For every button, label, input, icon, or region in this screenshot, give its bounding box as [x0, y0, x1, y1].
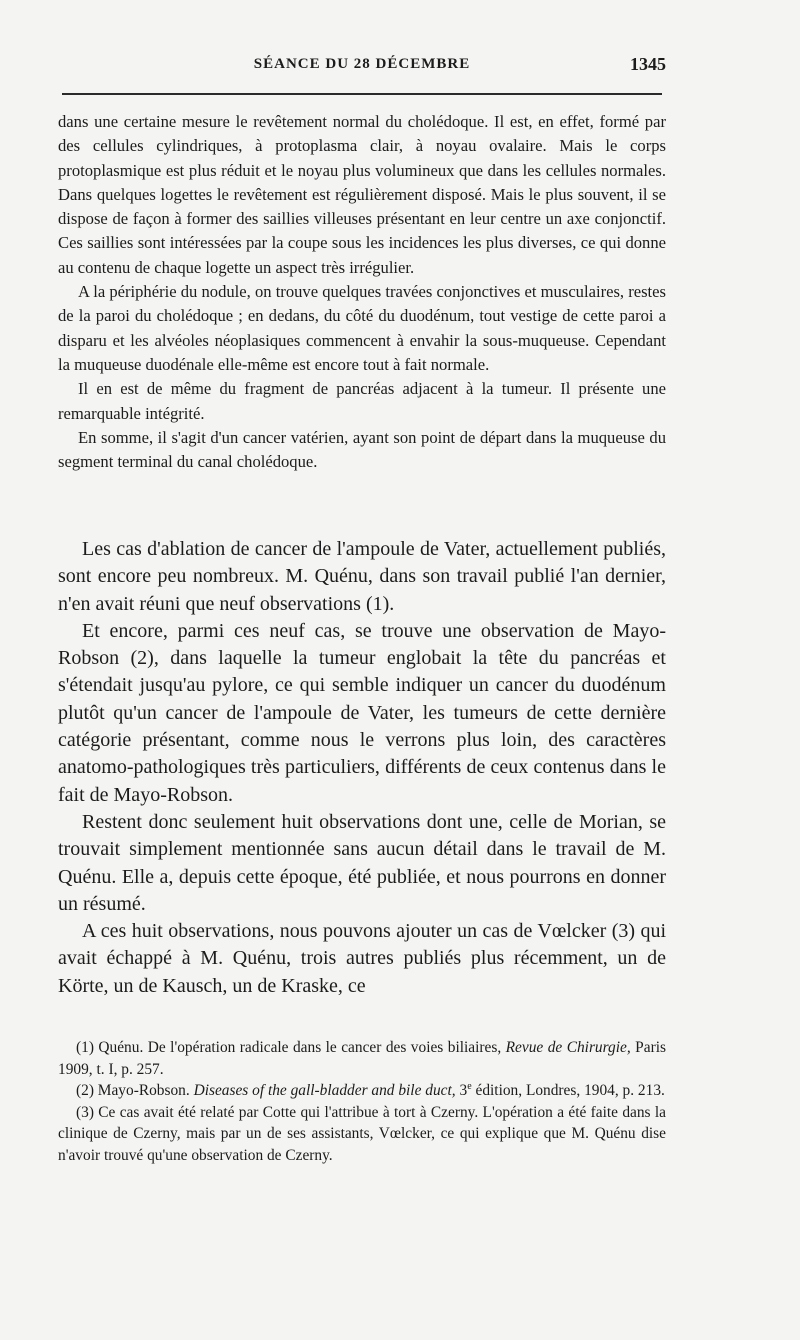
footnote-3: (3) Ce cas avait été relaté par Cotte qui l'attribue à tort à Czerny. L'opération a été faite dans la clinique de Czerny, mais par un de ses assistants, Vœlcker, ce qui explique que M. Quénu dise n'avoir trouvé qu'une observation de Czerny.: [58, 1103, 666, 1164]
footnote-2: (2) Mayo-Robson. Diseases of the gall-bladder and bile duct, 3e édition, Londres, 1904, p. 213.: [76, 1081, 665, 1100]
header-rule: [62, 93, 662, 95]
paragraph: dans une certaine mesure le revêtement normal du cholédoque. Il est, en effet, formé par des cellules cylindriques, à protoplasma clair, à noyau ovalaire. Mais le corps protoplasmique est plus réduit et le noyau plus volumineux que dans les cellules normales. Dans quelques logettes le revêtement est régulièrement disposé. Mais le plus souvent, il se dispose de façon à former des saillies villeuses présentant en leur centre un axe conjonctif. Ces saillies sont intéressées par la coupe sous les incidences les plus diverses, ce qui donne au contenu de chaque logette un aspect très irrégulier.: [58, 112, 666, 277]
paragraph: Restent donc seulement huit observations dont une, celle de Morian, se trouvait simplement mentionnée sans aucun détail dans le travail de M. Quénu. Elle a, depuis cette époque, été publiée, et nous pourrons en donner un résumé.: [58, 810, 666, 915]
paragraph: A la périphérie du nodule, on trouve quelques travées conjonctives et musculaires, restes de la paroi du cholédoque ; en dedans, du côté du duodénum, tout vestige de cette paroi a disparu et les alvéoles néoplasiques commencent à envahir la sous-muqueuse. Cependant la muqueuse duodénale elle-même est encore tout à fait normale.: [58, 282, 666, 374]
case-description-block: [58, 110, 666, 474]
footnotes: [58, 1037, 666, 1167]
paragraph: Il en est de même du fragment de pancréas adjacent à la tumeur. Il présente une remarquable intégrité.: [58, 379, 666, 423]
page-number: 1345: [630, 54, 666, 74]
paragraph: Et encore, parmi ces neuf cas, se trouve une observation de Mayo-Robson (2), dans laquelle la tumeur englobait la tête du pancréas et s'étendait jusqu'au pylore, ce qui semble indiquer un cancer du duodénum plutôt qu'un cancer de l'ampoule de Vater, les tumeurs de cette dernière catégorie présentant, comme nous le verrons plus loin, des caractères anatomo-pathologiques très particuliers, différents de ceux contenus dans le fait de Mayo-Robson.: [58, 619, 666, 806]
running-header: [58, 56, 666, 78]
main-text-block: [58, 536, 666, 1000]
header-title: SÉANCE DU 28 DÉCEMBRE: [253, 56, 471, 72]
paragraph: En somme, il s'agit d'un cancer vatérien, ayant son point de départ dans la muqueuse du segment terminal du canal cholédoque.: [58, 427, 666, 472]
footnote-1: (1) Quénu. De l'opération radicale dans le cancer des voies biliaires, Revue de Chirurgie, Paris 1909, t. I, p. 257.: [58, 1039, 666, 1078]
paragraph: Les cas d'ablation de cancer de l'ampoule de Vater, actuellement publiés, sont encore peu nombreux. M. Quénu, dans son travail publié l'an dernier, n'en avait réuni que neuf observations (1).: [58, 538, 666, 615]
paragraph: A ces huit observations, nous pouvons ajouter un cas de Vœlcker (3) qui avait échappé à M. Quénu, trois autres publiés plus récemment, un de Körte, un de Kausch, un de Kraske, ce: [58, 920, 666, 997]
document-page: [58, 0, 666, 1340]
